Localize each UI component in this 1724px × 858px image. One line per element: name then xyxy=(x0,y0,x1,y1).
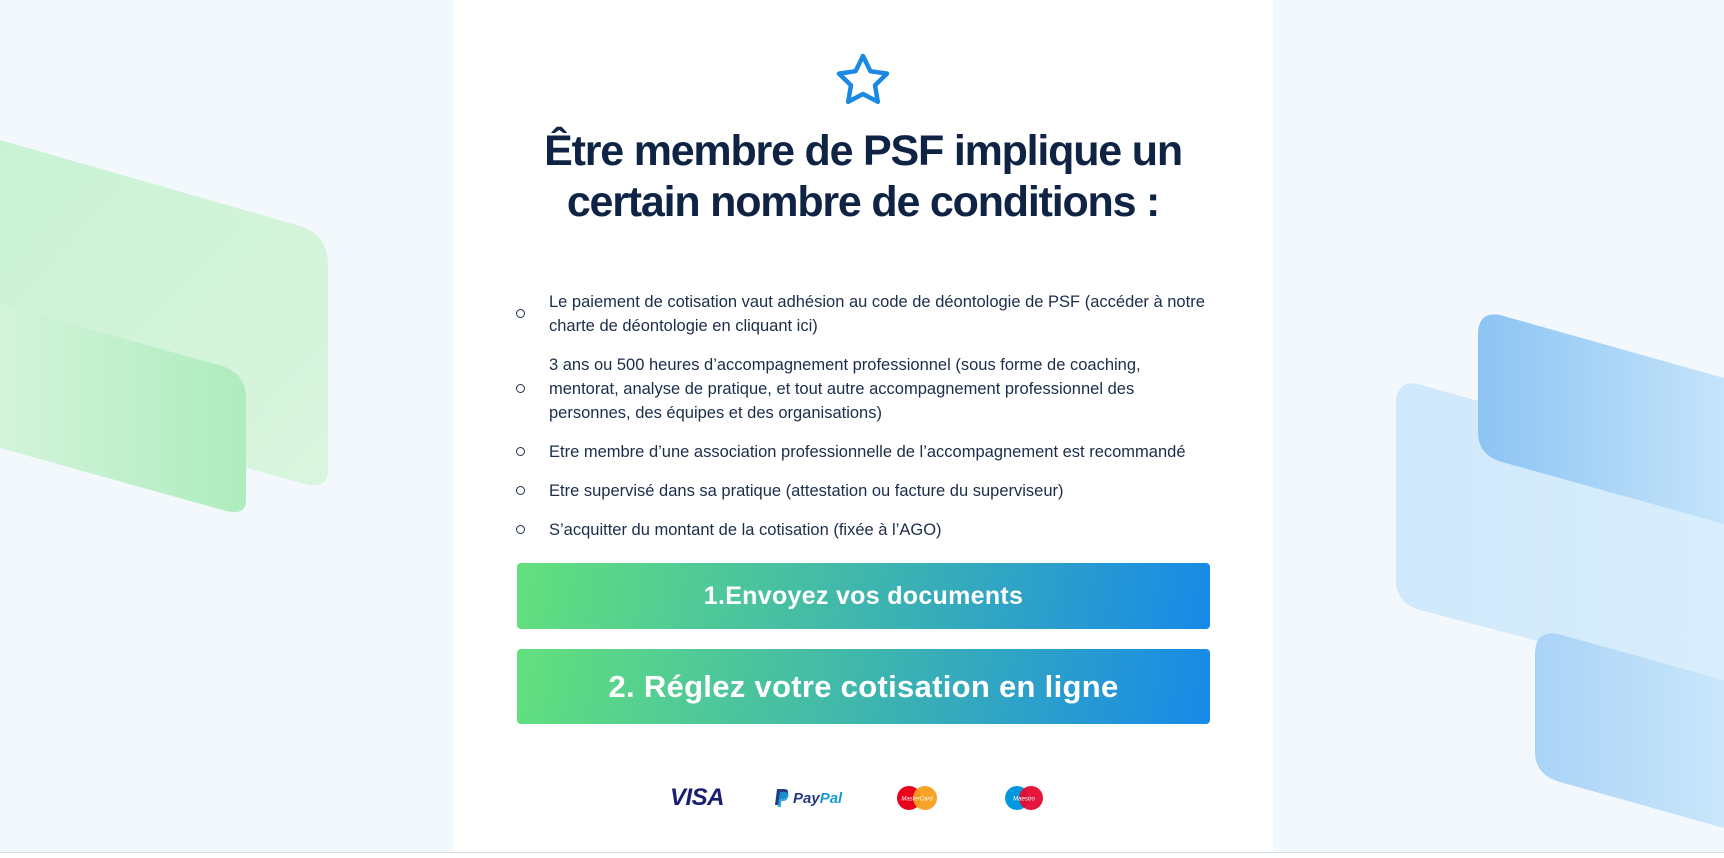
paypal-text: PayPal xyxy=(793,789,843,807)
visa-logo xyxy=(670,782,724,814)
mastercard-text: MasterCard xyxy=(901,796,933,803)
paypal-logo xyxy=(774,782,842,814)
visa-text: VISA xyxy=(670,784,725,811)
title-line-2: certain nombre de conditions : xyxy=(566,178,1160,226)
condition-text: S’acquitter du montant de la cotisation (fixée à l’AGO) xyxy=(549,521,942,539)
maestro-text: Maestro xyxy=(1013,796,1035,803)
page-title xyxy=(493,126,1233,228)
maestro-icon xyxy=(1004,785,1044,811)
payment-methods xyxy=(668,782,1058,814)
condition-text: Le paiement de cotisation vaut adhésion au code de déontologie de PSF (accéder à notre charte de déontologie en cliquant ici) xyxy=(549,293,1205,335)
send-documents-button[interactable] xyxy=(517,563,1210,629)
paypal-icon xyxy=(774,788,790,808)
list-item xyxy=(514,479,1214,503)
bullet-circle-icon xyxy=(516,447,525,456)
bullet-circle-icon xyxy=(516,384,525,393)
bullet-circle-icon xyxy=(516,525,525,534)
list-item xyxy=(514,290,1214,338)
bullet-circle-icon xyxy=(516,309,525,318)
list-item xyxy=(514,518,1214,542)
pay-online-button[interactable] xyxy=(517,649,1210,724)
conditions-list xyxy=(514,290,1214,557)
maestro-logo xyxy=(1004,782,1044,814)
star-icon xyxy=(833,52,893,110)
list-item xyxy=(514,440,1214,464)
pay-online-label: 2. Réglez votre cotisation en ligne xyxy=(608,668,1119,704)
mastercard-logo xyxy=(896,782,938,814)
mastercard-icon xyxy=(896,785,938,811)
bottom-divider xyxy=(0,852,1724,858)
title-line-1: Être membre de PSF implique un xyxy=(544,127,1182,175)
condition-text: 3 ans ou 500 heures d’accompagnement professionnel (sous forme de coaching, mentorat, analyse de pratique, et tout autre accompagnement professionnel des personnes, des équipes et des organisations) xyxy=(549,356,1141,422)
send-documents-label: 1.Envoyez vos documents xyxy=(703,581,1024,610)
list-item xyxy=(514,353,1214,425)
condition-text: Etre supervisé dans sa pratique (attestation ou facture du superviseur) xyxy=(549,482,1064,500)
bullet-circle-icon xyxy=(516,486,525,495)
condition-text: Etre membre d’une association professionnelle de l’accompagnement est recommandé xyxy=(549,443,1186,461)
